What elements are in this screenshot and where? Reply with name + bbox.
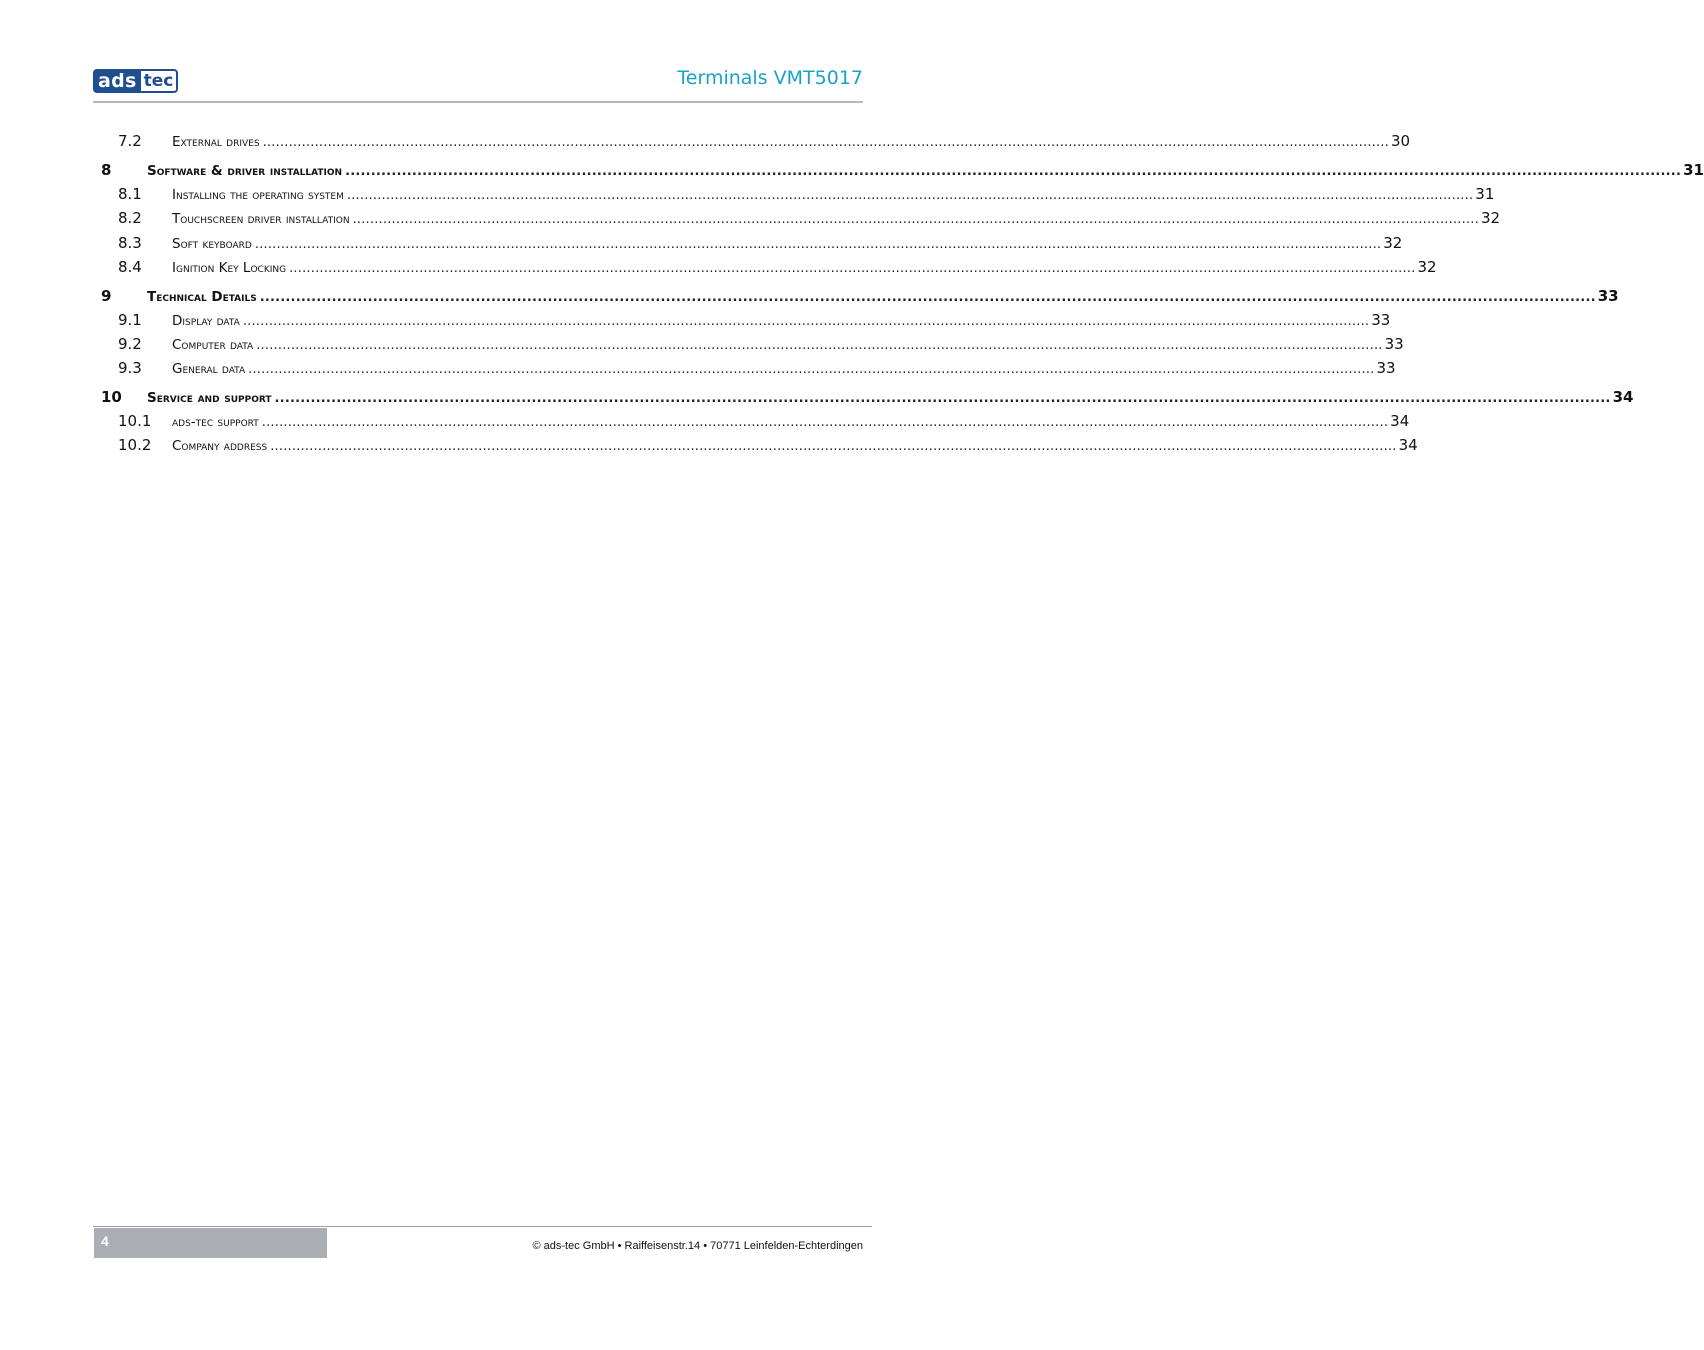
- toc-dot-leader: ....................................................................................................................................................................................................................................................................: [274, 391, 1611, 406]
- toc-section-entry[interactable]: [0, 357, 1396, 379]
- toc-entry-title: Soft keyboard: [172, 236, 252, 252]
- toc-entry-number: 9: [101, 287, 112, 305]
- toc-entry-number: 8.1: [118, 185, 142, 203]
- toc-entry-page: 33: [1371, 311, 1391, 329]
- company-logo: [93, 69, 178, 93]
- toc-entry-line: [172, 309, 1391, 333]
- toc-entry-page: 33: [1376, 359, 1396, 377]
- toc-entry-line: [172, 333, 1404, 357]
- toc-dot-leader: ....................................................................................................................................................................................................................................................................: [346, 188, 1474, 203]
- toc-entry-title: Touchscreen driver installation: [172, 211, 350, 227]
- toc-dot-leader: ....................................................................................................................................................................................................................................................................: [352, 212, 1479, 227]
- toc-entry-number: 7.2: [118, 132, 142, 150]
- logo-tec-part: tec: [141, 69, 179, 93]
- toc-dot-leader: ....................................................................................................................................................................................................................................................................: [345, 164, 1682, 179]
- logo-ads-part: ads: [93, 69, 141, 93]
- toc-entry-number: 9.3: [118, 359, 142, 377]
- toc-entry-page: 34: [1398, 436, 1418, 454]
- toc-entry-title: Service and support: [147, 390, 272, 406]
- toc-chapter-entry[interactable]: [0, 386, 1634, 408]
- toc-entry-title: Company address: [172, 438, 268, 454]
- toc-section-entry[interactable]: [0, 410, 1410, 432]
- toc-entry-number: 10.2: [118, 436, 152, 454]
- toc-entry-number: 9.1: [118, 311, 142, 329]
- toc-entry-line: [172, 232, 1403, 256]
- toc-section-entry[interactable]: [0, 183, 1495, 205]
- toc-dot-leader: ....................................................................................................................................................................................................................................................................: [261, 415, 1389, 430]
- toc-entry-page: 31: [1683, 161, 1704, 179]
- toc-dot-leader: ....................................................................................................................................................................................................................................................................: [248, 362, 1375, 377]
- toc-entry-line: [172, 207, 1501, 231]
- toc-entry-title: Technical Details: [147, 289, 257, 305]
- toc-entry-title: General data: [172, 361, 246, 377]
- toc-entry-number: 8.2: [118, 209, 142, 227]
- toc-entry-line: [172, 183, 1495, 207]
- footer-page-block: [94, 1228, 327, 1258]
- toc-entry-title: Display data: [172, 313, 240, 329]
- toc-entry-line: [172, 130, 1411, 154]
- toc-dot-leader: ....................................................................................................................................................................................................................................................................: [259, 290, 1596, 305]
- toc-entry-line: [147, 386, 1634, 410]
- toc-chapter-entry[interactable]: [0, 159, 1704, 181]
- toc-entry-page: 33: [1384, 335, 1404, 353]
- header-divider: [93, 101, 863, 103]
- toc-section-entry[interactable]: [0, 207, 1501, 229]
- toc-dot-leader: ....................................................................................................................................................................................................................................................................: [289, 261, 1416, 276]
- toc-entry-page: 34: [1390, 412, 1410, 430]
- toc-section-entry[interactable]: [0, 434, 1418, 456]
- toc-dot-leader: ....................................................................................................................................................................................................................................................................: [242, 314, 1370, 329]
- toc-entry-line: [172, 256, 1437, 280]
- toc-section-entry[interactable]: [0, 232, 1403, 254]
- toc-entry-title: External drives: [172, 134, 260, 150]
- toc-entry-page: 30: [1390, 132, 1411, 150]
- toc-entry-number: 8.3: [118, 234, 142, 252]
- document-title: Terminals VMT5017: [677, 67, 863, 89]
- toc-entry-page: 31: [1475, 185, 1495, 203]
- toc-entry-title: ads-tec support: [172, 414, 259, 430]
- toc-chapter-entry[interactable]: [0, 285, 1619, 307]
- toc-entry-number: 10: [101, 388, 122, 406]
- toc-section-entry[interactable]: [0, 256, 1437, 278]
- toc-entry-title: Computer data: [172, 337, 254, 353]
- toc-dot-leader: ....................................................................................................................................................................................................................................................................: [256, 338, 1383, 353]
- toc-entry-line: [172, 410, 1410, 434]
- toc-section-entry[interactable]: [0, 309, 1391, 331]
- footer-address: © ads-tec GmbH • Raiffeisenstr.14 • 70771 Leinfelden-Echterdingen: [532, 1240, 863, 1252]
- toc-entry-number: 9.2: [118, 335, 142, 353]
- toc-section-entry[interactable]: [0, 130, 1411, 152]
- toc-entry-page: 32: [1383, 234, 1403, 252]
- toc-entry-title: Installing the operating system: [172, 187, 344, 203]
- toc-entry-number: 8.4: [118, 258, 142, 276]
- toc-entry-page: 32: [1480, 209, 1501, 227]
- toc-dot-leader: ....................................................................................................................................................................................................................................................................: [254, 237, 1382, 252]
- toc-entry-line: [172, 357, 1396, 381]
- page-number: 4: [101, 1233, 109, 1249]
- toc-entry-number: 10.1: [118, 412, 152, 430]
- footer-divider: [93, 1226, 872, 1227]
- toc-entry-title: Ignition Key Locking: [172, 260, 287, 276]
- toc-entry-line: [147, 285, 1619, 309]
- toc-section-entry[interactable]: [0, 333, 1404, 355]
- toc-dot-leader: ....................................................................................................................................................................................................................................................................: [270, 439, 1397, 454]
- toc-entry-page: 33: [1597, 287, 1619, 305]
- toc-entry-page: 32: [1417, 258, 1437, 276]
- toc-entry-number: 8: [101, 161, 112, 179]
- toc-entry-line: [172, 434, 1418, 458]
- toc-entry-line: [147, 159, 1704, 183]
- toc-entry-page: 34: [1612, 388, 1634, 406]
- toc-entry-title: Software & driver installation: [147, 163, 343, 179]
- toc-dot-leader: ....................................................................................................................................................................................................................................................................: [262, 135, 1389, 150]
